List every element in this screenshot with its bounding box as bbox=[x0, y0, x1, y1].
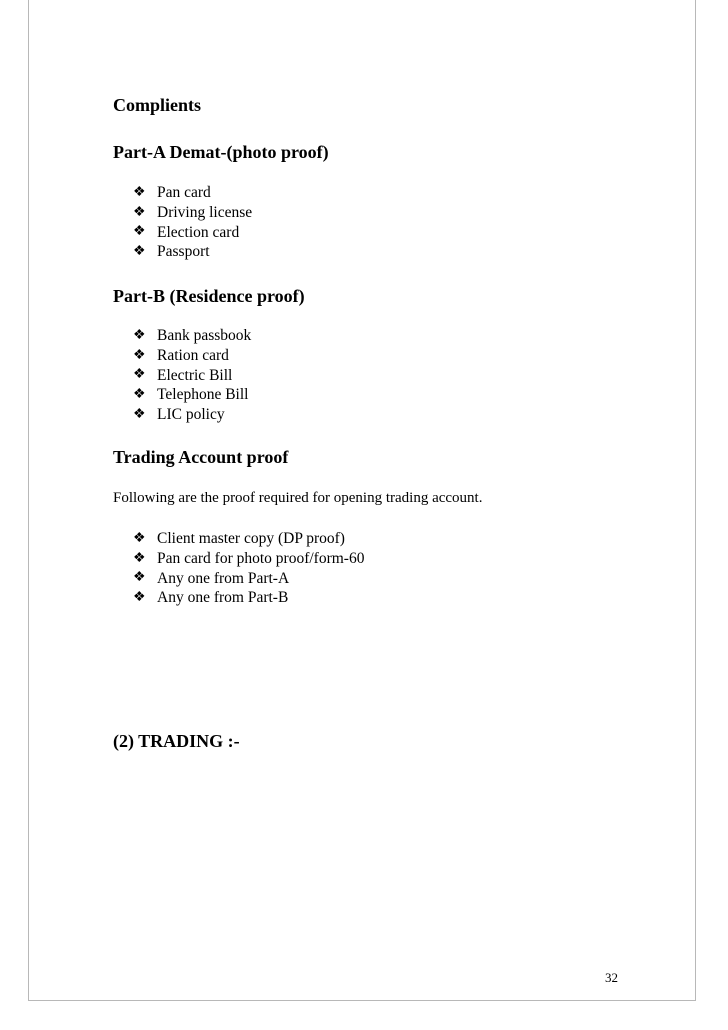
section-b-list bbox=[133, 326, 251, 425]
list-item bbox=[133, 529, 364, 549]
list-item bbox=[133, 203, 252, 223]
list-item-label: Any one from Part-B bbox=[157, 589, 289, 607]
diamond-bullet-icon: ❖ bbox=[133, 570, 146, 586]
diamond-bullet-icon: ❖ bbox=[133, 387, 146, 403]
list-item-label: Electric Bill bbox=[157, 366, 233, 384]
list-item bbox=[133, 346, 251, 366]
diamond-bullet-icon: ❖ bbox=[133, 367, 146, 383]
list-item bbox=[133, 405, 251, 425]
diamond-bullet-icon: ❖ bbox=[133, 530, 146, 546]
page-number: 32 bbox=[605, 970, 618, 985]
diamond-bullet-icon: ❖ bbox=[133, 327, 146, 343]
list-item bbox=[133, 569, 364, 589]
diamond-bullet-icon: ❖ bbox=[133, 224, 146, 240]
list-item-label: Passport bbox=[157, 243, 210, 261]
diamond-bullet-icon: ❖ bbox=[133, 184, 146, 200]
diamond-bullet-icon: ❖ bbox=[133, 204, 146, 220]
list-item-label: Ration card bbox=[157, 346, 229, 364]
list-item-label: Pan card bbox=[157, 184, 211, 201]
section-c-list bbox=[133, 529, 364, 608]
diamond-bullet-icon: ❖ bbox=[133, 244, 146, 260]
list-item bbox=[133, 326, 251, 346]
section-b-heading: Part-B (Residence proof) bbox=[113, 286, 305, 306]
section-d-heading: (2) TRADING :- bbox=[113, 731, 240, 751]
list-item-label: Bank passbook bbox=[157, 327, 252, 344]
list-item bbox=[133, 223, 252, 243]
list-item-label: Election card bbox=[157, 223, 240, 241]
list-item bbox=[133, 366, 251, 386]
list-item-label: Pan card for photo proof/form-60 bbox=[157, 549, 365, 567]
diamond-bullet-icon: ❖ bbox=[133, 347, 146, 363]
list-item bbox=[133, 385, 251, 405]
list-item-label: Any one from Part-A bbox=[157, 569, 290, 587]
diamond-bullet-icon: ❖ bbox=[133, 590, 146, 606]
list-item bbox=[133, 183, 252, 203]
list-item-label: Telephone Bill bbox=[157, 386, 249, 404]
list-item bbox=[133, 242, 252, 262]
section-c-intro: Following are the proof required for opening trading account. bbox=[113, 490, 483, 506]
list-item-label: Driving license bbox=[157, 203, 253, 221]
list-item bbox=[133, 588, 364, 608]
diamond-bullet-icon: ❖ bbox=[133, 407, 146, 423]
section-c-heading: Trading Account proof bbox=[113, 447, 289, 467]
list-item-label: LIC policy bbox=[157, 406, 225, 424]
page-title: Complients bbox=[113, 95, 202, 115]
list-item-label: Client master copy (DP proof) bbox=[157, 530, 345, 547]
diamond-bullet-icon: ❖ bbox=[133, 550, 146, 566]
list-item bbox=[133, 549, 364, 569]
section-a-list bbox=[133, 183, 252, 262]
section-a-heading: Part-A Demat-(photo proof) bbox=[113, 142, 329, 162]
